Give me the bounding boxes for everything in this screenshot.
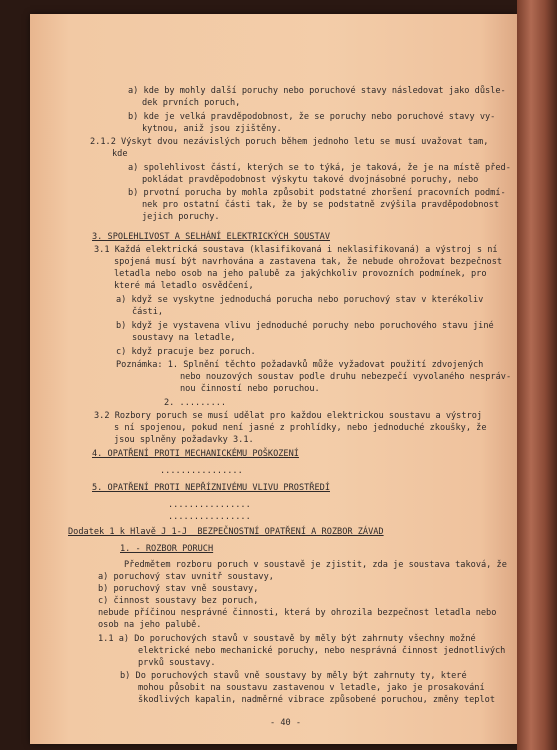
text-line: Předmětem rozboru poruch v soustavě je zjistit, zda je soustava taková, že: [124, 560, 507, 570]
text-line: jsou splněny požadavky 3.1.: [114, 435, 254, 445]
text-line: jejich poruchy.: [142, 212, 220, 222]
book-binding: [517, 0, 557, 750]
text-line: 3.1 Každá elektrická soustava (klasifikovaná i neklasifikovaná) a výstroj s ní: [94, 245, 498, 255]
text-line: letadla nebo osob na jeho palubě za jakýchkoliv provozních podmínek, pro: [114, 269, 487, 279]
text-line: a) poruchový stav uvnitř soustavy,: [98, 572, 274, 582]
page-number: - 40 -: [270, 718, 302, 728]
note-line: Poznámka: 1. Splnění těchto požadavků může vyžadovat použití zdvojených: [116, 360, 484, 370]
text-line: 2.1.2 Výskyt dvou nezávislých poruch během jednoho letu se musí uvažovat tam,: [90, 137, 489, 147]
section-heading: 5. OPATŘENÍ PROTI NEPŘÍZNIVÉMU VLIVU PROSTŘEDÍ: [92, 483, 330, 493]
text-line: části,: [132, 307, 164, 317]
note-line: nou činností nebo poruchou.: [180, 384, 320, 394]
text-line: které má letadlo osvědčení,: [114, 281, 254, 291]
appendix-heading: Dodatek 1 k Hlavě J 1-J BEZPEČNOSTNÍ OPATŘENÍ A ROZBOR ZÁVAD: [68, 527, 384, 537]
text-line: dek prvních poruch,: [142, 98, 241, 108]
ellipsis-line: ................: [160, 466, 243, 476]
text-line: b) Do poruchových stavů vně soustavy by měly být zahrnuty ty, které: [120, 671, 467, 681]
text-line: nebude příčinou nesprávné činnosti, která by ohrozila bezpečnost letadla nebo: [98, 608, 497, 618]
text-line: b) prvotní porucha by mohla způsobit podstatné zhoršení pracovních podmí-: [128, 188, 506, 198]
text-line: b) poruchový stav vně soustavy,: [98, 584, 259, 594]
text-line: 1.1 a) Do poruchových stavů v soustavě by měly být zahrnuty všechny možné: [98, 634, 476, 644]
text-line: pokládat pravděpodobnost výskytu takové dvojnásobné poruchy, nebo: [142, 175, 479, 185]
text-line: kytnou, aniž jsou zjištěny.: [142, 124, 282, 134]
text-line: spojená musí být navrhována a zastavena tak, že nebude ohrožovat bezpečnost: [114, 257, 503, 267]
text-line: prvků soustavy.: [138, 658, 216, 668]
text-line: a) když se vyskytne jednoduchá porucha nebo poruchový stav v kterékoliv: [116, 295, 484, 305]
text-line: nek pro ostatní části tak, že by se podstatně zvýšila pravděpodobnost: [142, 200, 499, 210]
subsection-heading: 1. - ROZBOR PORUCH: [120, 544, 214, 554]
text-line: soustavy na letadle,: [132, 333, 236, 343]
text-line: 3.2 Rozbory poruch se musí udělat pro každou elektrickou soustavu a výstroj: [94, 411, 483, 421]
document-page: [30, 14, 520, 744]
ellipsis-line: ................: [168, 500, 251, 510]
text-line: elektrické nebo mechanické poruchy, nebo nesprávná činnost jednotlivých: [138, 646, 506, 656]
section-heading: 4. OPATŘENÍ PROTI MECHANICKÉMU POŠKOZENÍ: [92, 449, 299, 459]
text-line: c) činnost soustavy bez poruch,: [98, 596, 259, 606]
ellipsis-line: ................: [168, 512, 251, 522]
section-heading: 3. SPOLEHLIVOST A SELHÁNÍ ELEKTRICKÝCH SOUSTAV: [92, 232, 330, 242]
text-line: c) když pracuje bez poruch.: [116, 347, 256, 357]
text-line: škodlivých kapalin, nadměrné vibrace způsobené poruchou, změny teplot: [138, 695, 495, 705]
text-line: b) když je vystavena vlivu jednoduché poruchy nebo poruchového stavu jiné: [116, 321, 494, 331]
text-line: s ní spojenou, pokud není jasné z prohlídky, nebo jednoduché zkoušky, že: [114, 423, 487, 433]
text-line: b) kde je velká pravděpodobnost, že se poruchy nebo poruchové stavy vy-: [128, 112, 496, 122]
note-line: nebo nouzových soustav podle druhu nebezpečí vyvolaného nespráv-: [180, 372, 512, 382]
text-line: a) kde by mohly další poruchy nebo poruchové stavy následovat jako důsle-: [128, 86, 506, 96]
text-line: osob na jeho palubě.: [98, 620, 202, 630]
text-line: mohou působit na soustavu zastavenou v letadle, jako je prosakování: [138, 683, 485, 693]
text-line: kde: [112, 149, 128, 159]
text-line: a) spolehlivost částí, kterých se to týká, je taková, že je na místě před-: [128, 163, 511, 173]
note-line: 2. .........: [164, 398, 227, 408]
